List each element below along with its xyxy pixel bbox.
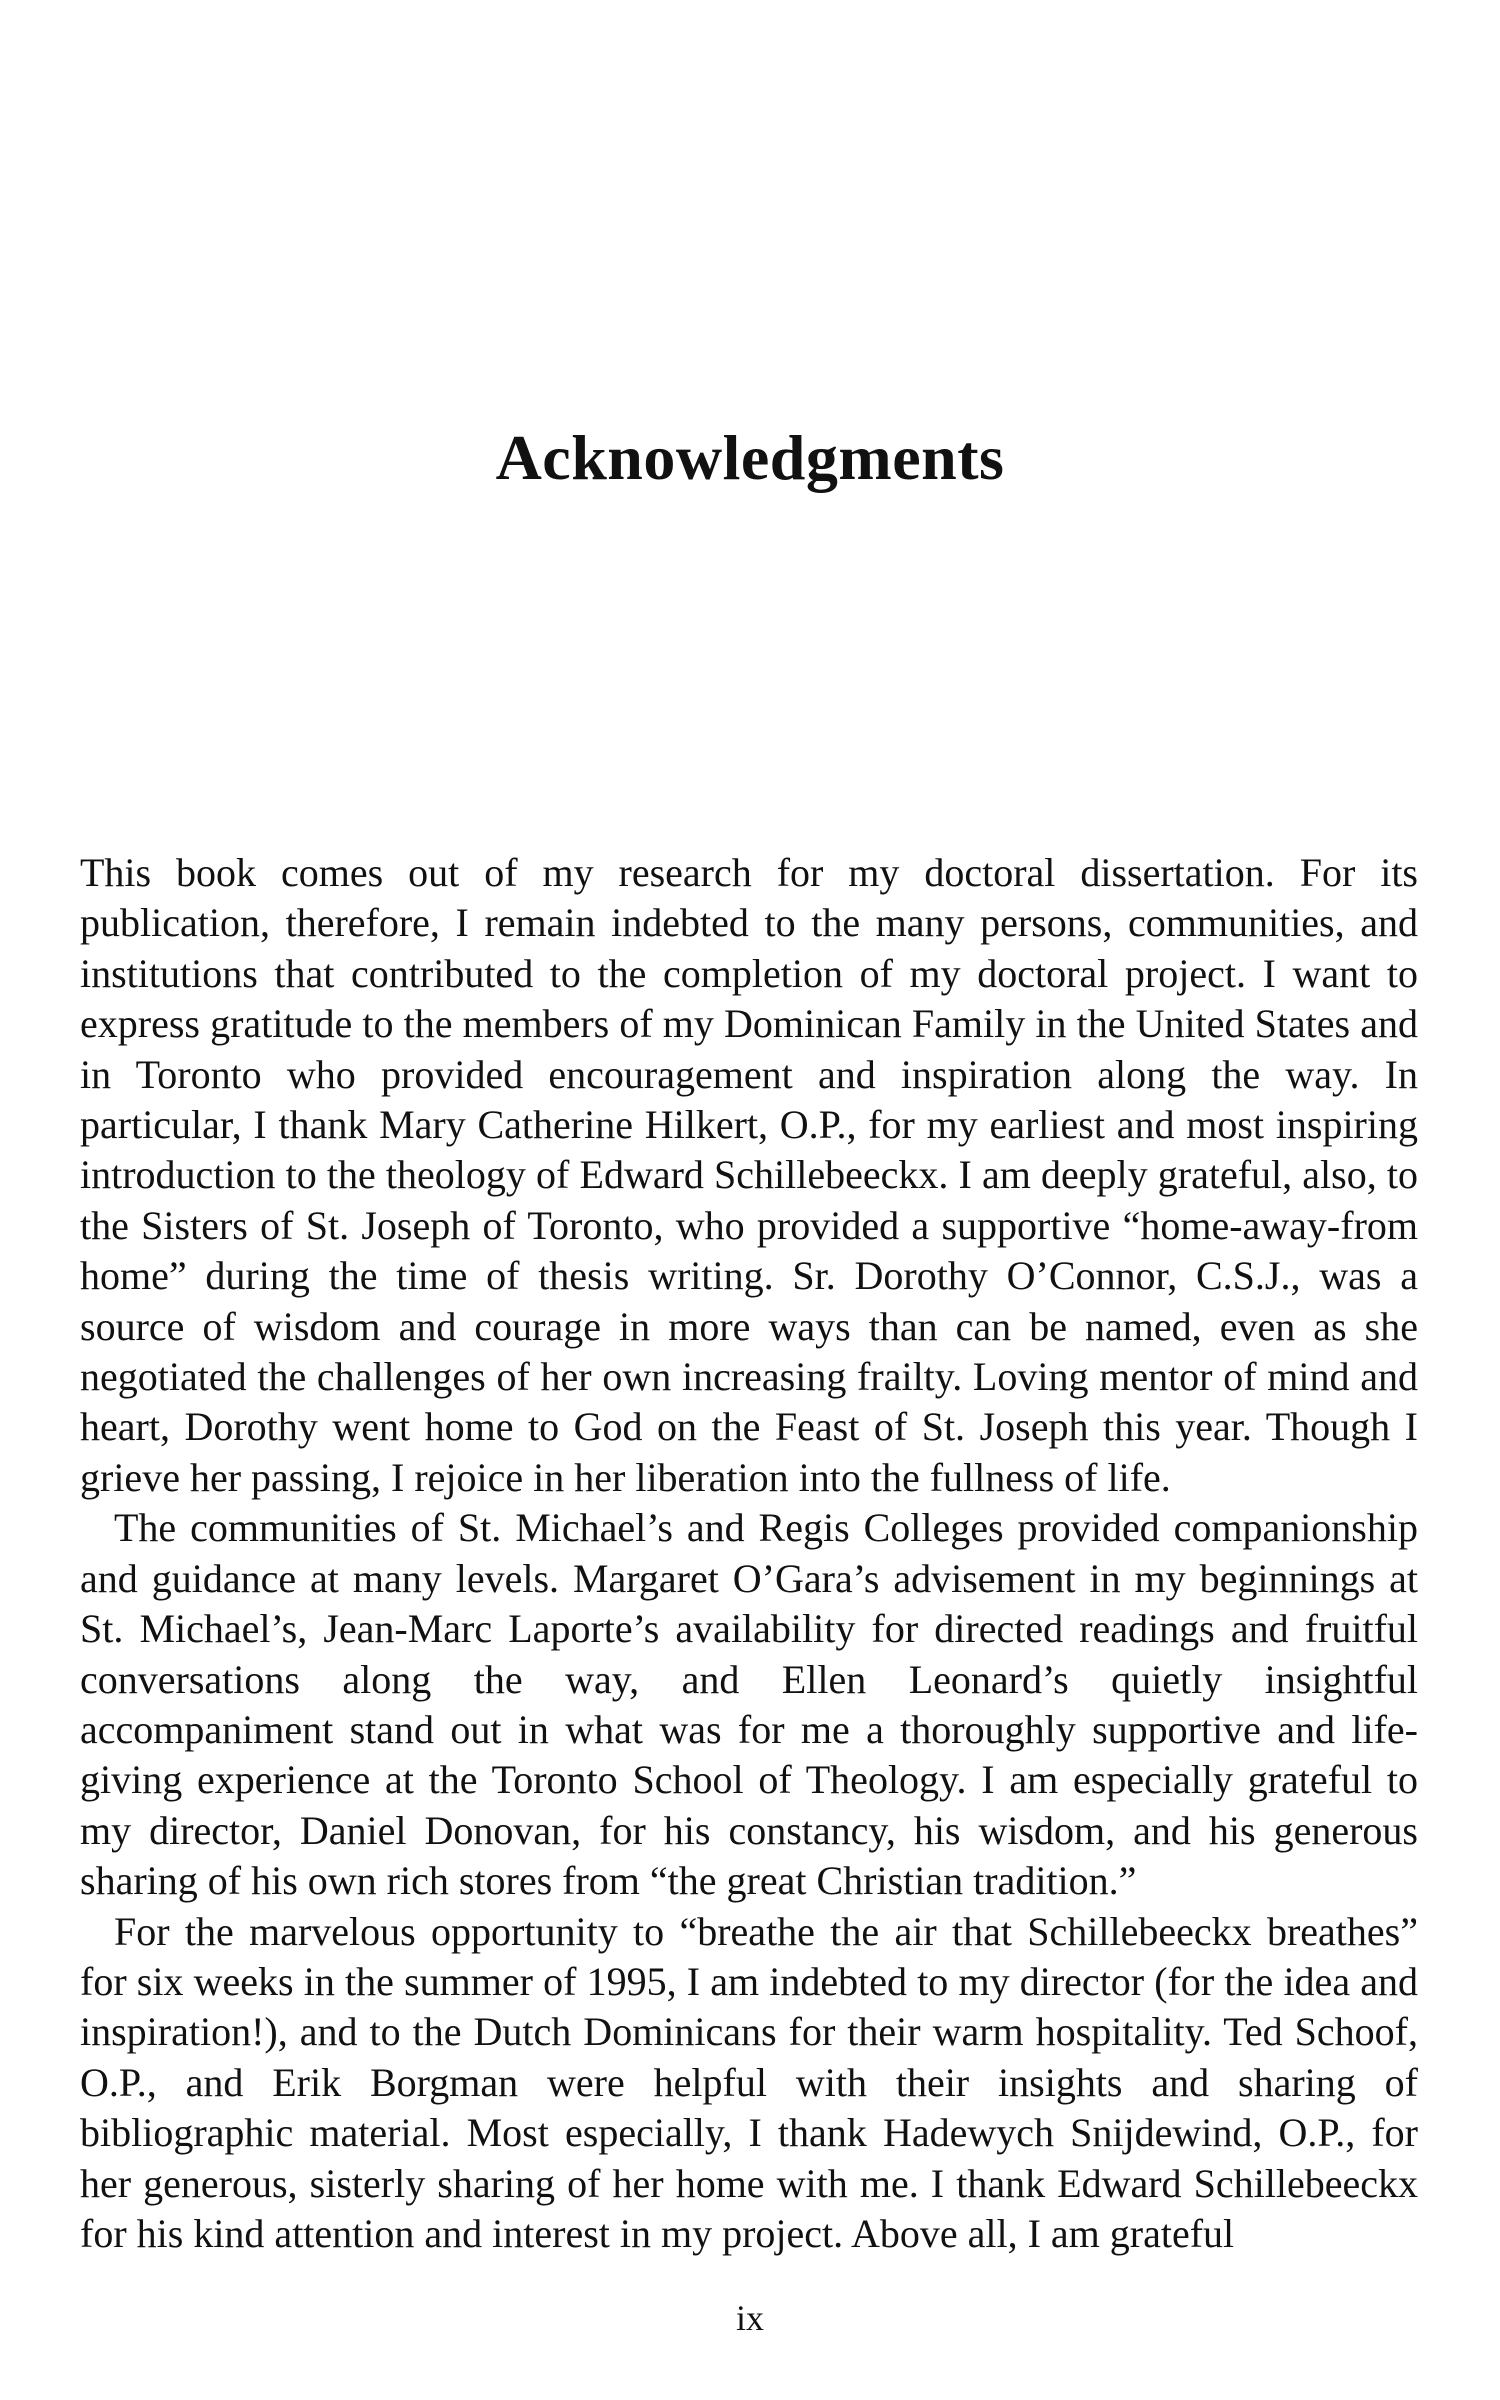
paragraph-1: This book comes out of my research for my doctoral dissertation. For its publication, therefore, I remain indebted to the many persons, communities, and institutions that contributed to the completion of my doctoral project. I want to express gratitude to the members of my Dominican Family in the United States and in Toronto who provided encouragement and inspiration along the way. In particular, I thank Mary Catherine Hilkert, O.P., for my earliest and most inspiring introduction to the theology of Edward Schillebeeckx. I am deeply grateful, also, to the Sisters of St. Joseph of Toronto, who provided a supportive “home-away-from home” during the time of thesis writing. Sr. Dorothy O’Connor, C.S.J., was a source of wisdom and courage in more ways than can be named, even as she negotiated the challenges of her own increasing frailty. Loving mentor of mind and heart, Dorothy went home to God on the Feast of St. Joseph this year. Though I grieve her passing, I rejoice in her liberation into the fullness of life. <box>80 850 1418 1500</box>
page-title: Acknowledgments <box>495 422 1005 493</box>
page-number: ix <box>735 2298 764 2338</box>
paragraph-3: For the marvelous opportunity to “breathe the air that Schillebeeckx breathes” for six weeks in the summer of 1995, I am indebted to my director (for the idea and inspiration!), and to the Dutch Dominicans for their warm hospitality. Ted Schoof, O.P., and Erik Borgman were helpful with their insights and sharing of bibliographic material. Most especially, I thank Hadewych Snijdewind, O.P., for her generous, sisterly sharing of her home with me. I thank Edward Schillebeeckx for his kind attention and interest in my project. Above all, I am grateful <box>80 1908 1418 2256</box>
paragraph-2: The communities of St. Michael’s and Regis Colleges provided companionship and guidance at many levels. Margaret O’Gara’s advisement in my beginnings at St. Michael’s, Jean-Marc Laporte’s availability for directed readings and fruitful conversations along the way, and Ellen Leonard’s quietly insightful accompaniment stand out in what was for me a thoroughly supportive and life-giving experience at the Toronto School of Theology. I am especially grateful to my director, Daniel Donovan, for his constancy, his wisdom, and his generous sharing of his own rich stores from “the great Christian tradition.” <box>80 1505 1418 1904</box>
acknowledgments-body <box>80 848 1418 2259</box>
